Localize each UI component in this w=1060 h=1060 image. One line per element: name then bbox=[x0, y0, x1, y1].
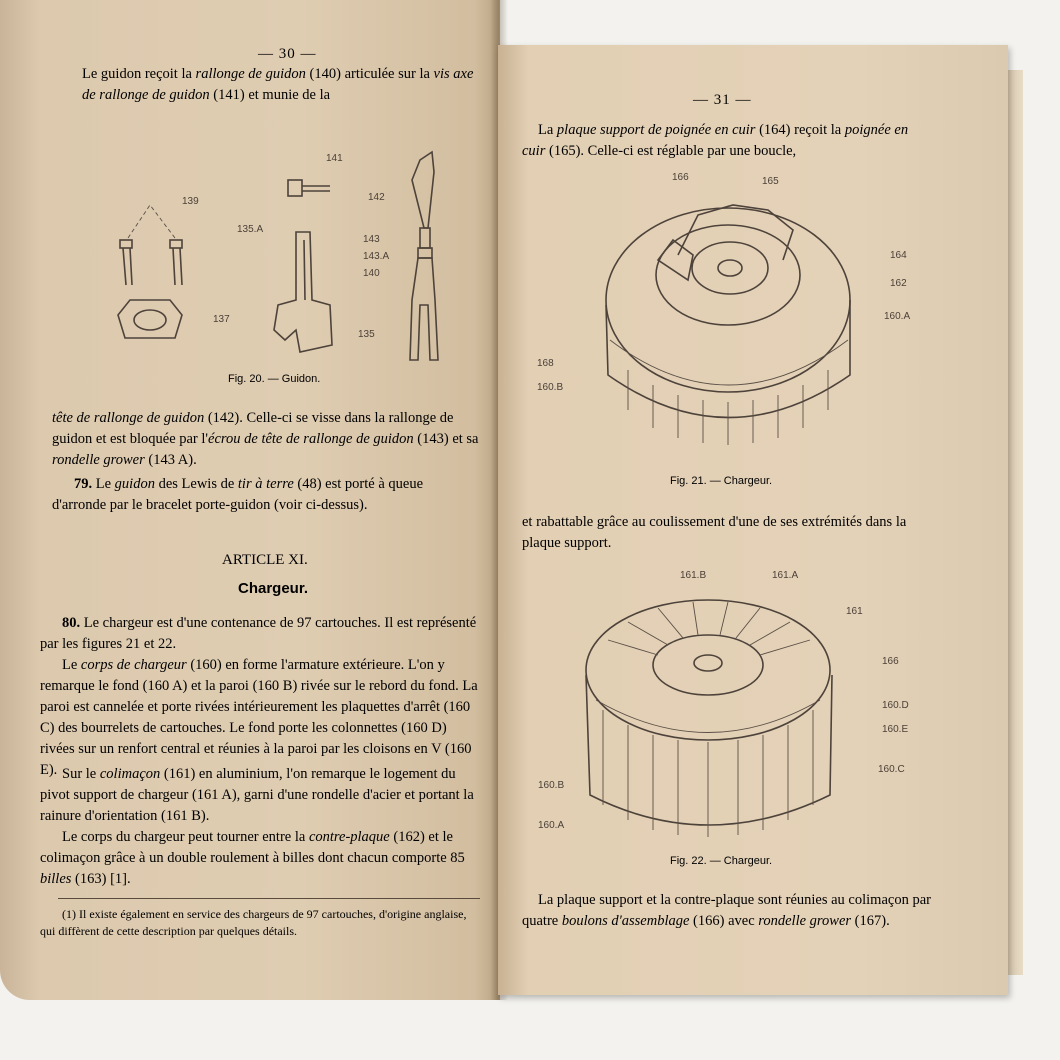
paragraph-corps-chargeur: Le corps de chargeur (160) en forme l'armature extérieure. L'on y remarque le fond (160 A) et la paroi (160 B) rivée sur le rebord du fond. La paroi est cannelée et porte rivées intérieurement les plaquettes d'arrêt (160 C) des bourrelets de cartouches. Le fond porte les colonnettes (160 D) rivées sur un renfort central et réunies à la paroi par les cloisons en V (160 E). bbox=[40, 657, 478, 778]
label-fig22-160e: 160.E bbox=[882, 724, 909, 735]
label-fig22-161: 161 bbox=[846, 606, 863, 617]
label-142: 142 bbox=[368, 192, 385, 203]
paragraph-tete-rallonge: tête de rallonge de guidon (142). Celle-ci se visse dans la rallonge de guidon et est bloquée par l'écrou de tête de rallonge de guidon (143) et sa rondelle grower (143 A). bbox=[52, 410, 479, 468]
paragraph-contre-plaque: Le corps du chargeur peut tourner entre la contre-plaque (162) et le colimaçon grâce à un double roulement à billes dont chacun comporte 85 billes (163) [1]. bbox=[40, 829, 465, 887]
paragraph-rabattable: et rabattable grâce au coulissement d'une de ses extrémités dans la plaque support. bbox=[522, 514, 907, 551]
label-140: 140 bbox=[363, 268, 380, 279]
label-fig21-166: 166 bbox=[672, 172, 689, 183]
label-fig22-161a: 161.A bbox=[772, 570, 799, 581]
paragraph-assemblage: La plaque support et la contre-plaque sont réunies au colimaçon par quatre boulons d'assemblage (166) avec rondelle grower (167). bbox=[522, 892, 931, 929]
page-number-left: — 30 — bbox=[258, 46, 317, 62]
page-number-right: — 31 — bbox=[693, 92, 752, 108]
paragraph-guidon: Le guidon reçoit la rallonge de guidon (140) articulée sur la vis axe de rallonge de guidon (141) et munie de la bbox=[82, 66, 474, 103]
label-fig22-160c: 160.C bbox=[878, 764, 905, 775]
label-135a: 135.A bbox=[237, 224, 264, 235]
label-141: 141 bbox=[326, 153, 343, 164]
label-fig21-160a: 160.A bbox=[884, 311, 911, 322]
paragraph-plaque-support: La plaque support de poignée en cuir (164) reçoit la poignée en cuir (165). Celle-ci est réglable par une boucle, bbox=[522, 122, 909, 159]
label-fig22-160a: 160.A bbox=[538, 820, 565, 831]
label-137: 137 bbox=[213, 314, 230, 325]
label-fig22-161b: 161.B bbox=[680, 570, 707, 581]
footnote-rule bbox=[58, 898, 480, 899]
label-fig21-160b: 160.B bbox=[537, 382, 564, 393]
figure-22-caption: Fig. 22. — Chargeur. bbox=[670, 855, 773, 867]
label-fig21-164: 164 bbox=[890, 250, 907, 261]
figure-21-caption: Fig. 21. — Chargeur. bbox=[670, 475, 773, 487]
article-heading: ARTICLE XI. bbox=[222, 552, 308, 568]
figure-20-caption: Fig. 20. — Guidon. bbox=[228, 373, 321, 385]
paragraph-79: 79. Le guidon des Lewis de tir à terre (48) est porté à queue d'arronde par le bracelet porte-guidon (voir ci-dessus). bbox=[52, 476, 424, 513]
figure-21-chargeur bbox=[498, 160, 1008, 480]
label-fig22-160b: 160.B bbox=[538, 780, 565, 791]
label-143a: 143.A bbox=[363, 251, 390, 262]
label-fig21-168: 168 bbox=[537, 358, 554, 369]
paragraph-80: 80. Le chargeur est d'une contenance de 97 cartouches. Il est représenté par les figures 21 et 22. bbox=[40, 615, 477, 652]
label-135: 135 bbox=[358, 329, 375, 340]
paragraph-colimacon: Sur le colimaçon (161) en aluminium, l'on remarque le logement du pivot support de chargeur (161 A), garni d'une rondelle d'acier et portant la rainure d'orientation (161 B). bbox=[40, 766, 474, 824]
label-fig22-166: 166 bbox=[882, 656, 899, 667]
figure-20-guidon bbox=[0, 0, 500, 400]
figure-22-chargeur bbox=[498, 560, 1008, 860]
section-heading: Chargeur. bbox=[238, 580, 309, 597]
label-fig21-165: 165 bbox=[762, 176, 779, 187]
label-fig22-160d: 160.D bbox=[882, 700, 909, 711]
label-fig21-162: 162 bbox=[890, 278, 907, 289]
footnote: (1) Il existe également en service des chargeurs de 97 cartouches, d'origine anglaise, qui diffèrent de cette description par quelques détails. bbox=[40, 907, 467, 938]
label-143: 143 bbox=[363, 234, 380, 245]
label-139: 139 bbox=[182, 196, 199, 207]
